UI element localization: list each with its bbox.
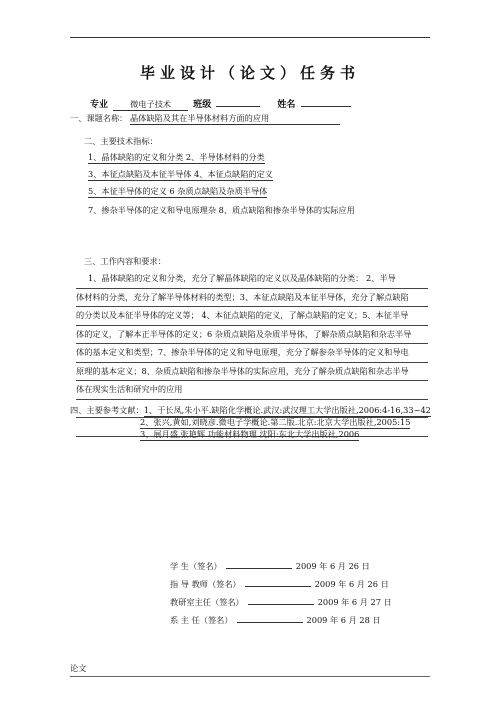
work-line: 体在现实生活和研究中的应用	[76, 381, 428, 400]
indicator-line-3: 5、本征半导体的定义 6 杂质点缺陷及杂质半导体	[88, 186, 268, 196]
reference-item-2: 2、张兴,黄如,刘晓彦.微电子学概论.第二版.北京:北京大学出版社,2005:15	[140, 417, 411, 427]
signature-date: 2009 年 6 月 26 日	[314, 579, 389, 589]
class-label: 班级	[193, 100, 212, 110]
work-line: 1、晶体缺陷的定义和分类，充分了解晶体缺陷的定义以及晶体缺陷的分类： 2、半导	[76, 270, 428, 289]
footer-label: 论文	[70, 663, 87, 673]
signature-blank	[237, 614, 303, 623]
work-heading: 三、工作内容和要求：	[84, 256, 166, 266]
signature-row-advisor	[170, 578, 389, 590]
indicator-line-2: 3、本征点缺陷及本征半导体 4、本征点缺陷的定义	[88, 169, 273, 179]
class-value	[216, 106, 260, 107]
signature-blank	[248, 596, 314, 605]
work-line: 体的基本定义和类型；7、掺杂半导体的定义和导电原理，充分了解参杂半导体的定义和导电	[76, 344, 428, 363]
topic-value: 晶体缺陷及其在半导体材料方面的应用	[130, 113, 340, 125]
header-rule	[70, 37, 430, 38]
work-line: 的分类以及本征半导体的定义等； 4、本征点缺陷的定义，了解点缺陷的定义；5、本征半导	[76, 307, 428, 326]
signature-role: 指 导 教师（签名）	[170, 579, 241, 589]
signature-blank	[245, 578, 311, 587]
signature-row-dean	[170, 614, 381, 626]
indicator-line-1: 1、晶体缺陷的定义和分类 2、半导体材料的分类	[88, 152, 265, 162]
page-title: 毕业设计（论文）任务书	[139, 64, 360, 82]
name-label: 姓名	[277, 100, 296, 110]
signature-row-director	[170, 596, 392, 608]
references	[70, 405, 431, 441]
name-value	[301, 106, 351, 107]
meta-row	[90, 92, 351, 111]
signature-date: 2009 年 6 月 28 日	[306, 615, 381, 625]
topic-label: 一、课题名称：	[70, 113, 128, 123]
major-label: 专业	[90, 100, 109, 110]
topic-row	[70, 113, 340, 125]
signature-blank	[226, 560, 292, 569]
major-value: 微电子技术	[113, 99, 188, 111]
signature-role: 教研室主任（签名）	[170, 597, 244, 607]
indicator-line-4: 7、掺杂半导体的定义和导电原理杂 8、质点缺陷和掺杂半导体的实际应用	[88, 205, 355, 215]
reference-item-1: 1、于长凤,朱小平.缺陷化学概论.武汉:武汉理工大学出版社,2006:4-16,33~42	[143, 405, 431, 415]
work-line: 体材料的分类，充分了解半导体材料的类型；3、本征点缺陷及本征半导体，充分了解点缺陷	[76, 289, 428, 308]
signature-row-student	[170, 560, 370, 572]
indicators-heading: 二、主要技术指标：	[84, 136, 158, 146]
signature-role: 系 主 任（签名）	[170, 615, 233, 625]
work-line: 原理的基本定义；8、杂质点缺陷和掺杂半导体的实际应用，充分了解杂质点缺陷和杂志半导	[76, 363, 428, 382]
references-label: 四、主要参考文献：	[70, 405, 144, 415]
footer-rule	[70, 676, 430, 677]
work-line: 体的定义，了解本正半导体的定义；6 杂质点缺陷及杂质半导体，了解杂质点缺陷和杂志半导	[76, 326, 428, 345]
signature-date: 2009 年 6 月 27 日	[317, 597, 392, 607]
reference-item-3: 3、展月盛,张艳辉.功能材料物理.沈阳:东北大学出版社,2006	[140, 429, 360, 439]
signature-date: 2009 年 6 月 26 日	[295, 561, 370, 571]
signature-role: 学 生（签名）	[170, 561, 222, 571]
